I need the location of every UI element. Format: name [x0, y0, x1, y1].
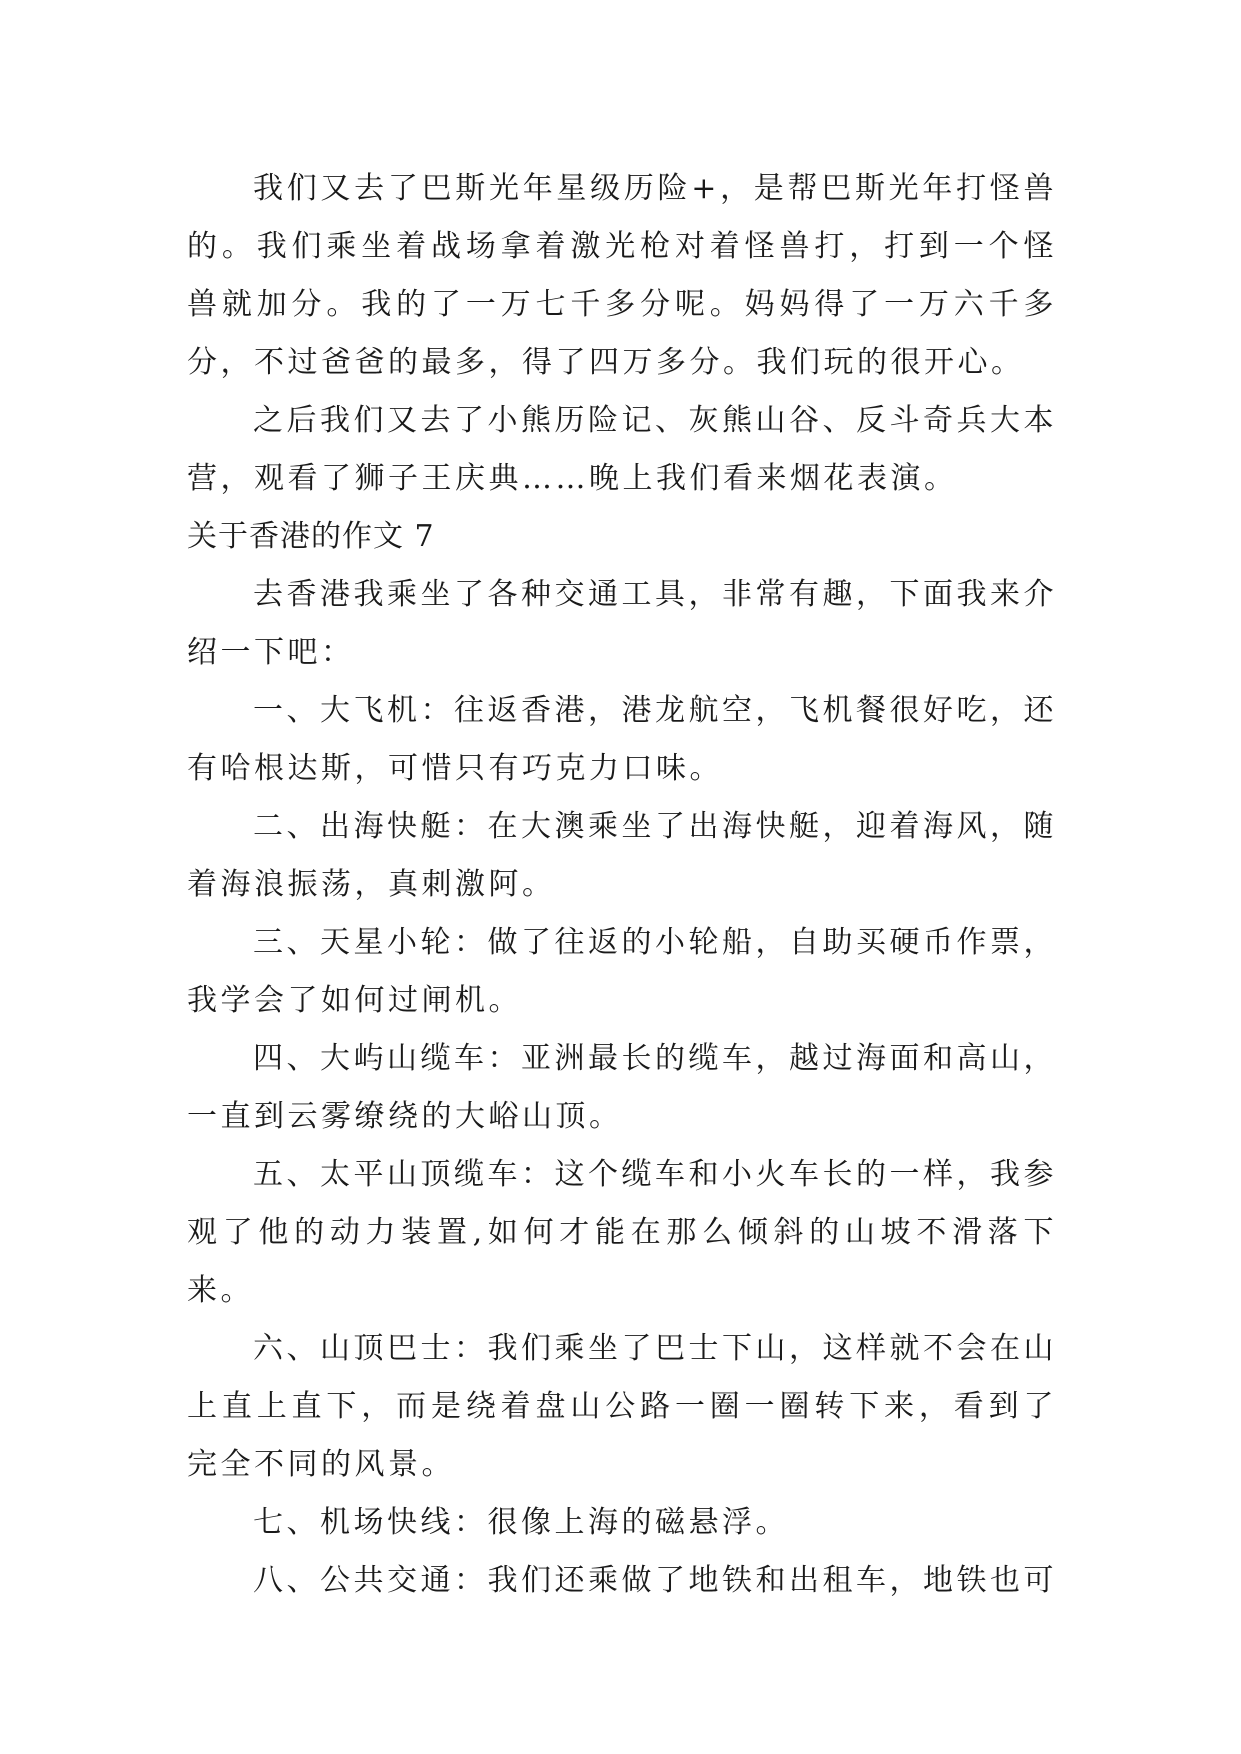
section-heading: 关于香港的作文 7: [187, 519, 435, 554]
paragraph: 二、出海快艇：在大澳乘坐了出海快艇，迎着海风，随着海浪振荡，真刺激阿。: [187, 809, 1057, 902]
paragraph: 我们又去了巴斯光年星级历险+，是帮巴斯光年打怪兽的。我们乘坐着战场拿着激光枪对着怪兽打，打到一个怪兽就加分。我的了一万七千多分呢。妈妈得了一万六千多分，不过爸爸的最多，得了四万多分。我们玩的很开心。: [187, 171, 1057, 380]
paragraph: 去香港我乘坐了各种交通工具，非常有趣，下面我来介绍一下吧：: [187, 577, 1057, 670]
paragraph: 之后我们又去了小熊历险记、灰熊山谷、反斗奇兵大本营，观看了狮子王庆典……晚上我们看来烟花表演。: [187, 403, 1057, 496]
paragraph: 三、天星小轮：做了往返的小轮船，自助买硬币作票，我学会了如何过闸机。: [187, 925, 1057, 1018]
paragraph: 七、机场快线：很像上海的磁悬浮。: [253, 1505, 789, 1540]
paragraph: 五、太平山顶缆车：这个缆车和小火车长的一样，我参观了他的动力装置,如何才能在那么倾斜的山坡不滑落下来。: [187, 1157, 1057, 1308]
paragraph: 六、山顶巴士：我们乘坐了巴士下山，这样就不会在山上直上直下，而是绕着盘山公路一圈一圈转下来，看到了完全不同的风景。: [187, 1331, 1057, 1482]
paragraph: 八、公共交通：我们还乘做了地铁和出租车，地铁也可: [253, 1563, 1057, 1598]
document-body: [187, 160, 1057, 1610]
paragraph: 四、大屿山缆车：亚洲最长的缆车，越过海面和高山，一直到云雾缭绕的大峪山顶。: [187, 1041, 1057, 1134]
paragraph: 一、大飞机：往返香港，港龙航空，飞机餐很好吃，还有哈根达斯，可惜只有巧克力口味。: [187, 693, 1057, 786]
